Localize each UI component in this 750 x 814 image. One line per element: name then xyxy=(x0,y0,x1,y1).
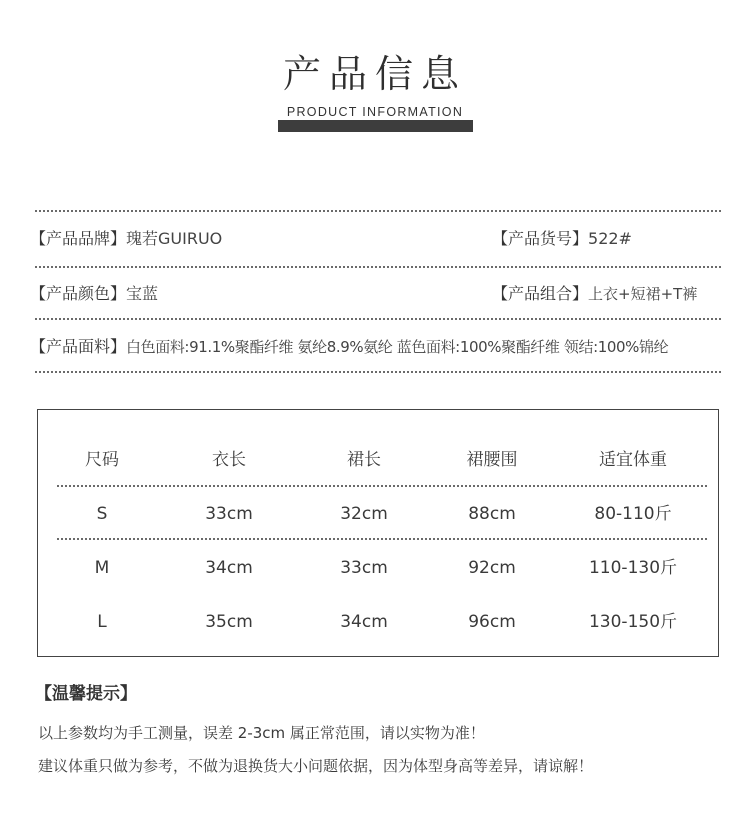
info-row-brand xyxy=(30,227,730,251)
color-field xyxy=(30,282,158,306)
combo-value: 上衣+短裙+T裤 xyxy=(588,285,698,303)
table-cell-top-length: 33cm xyxy=(205,504,253,524)
info-row-fabric xyxy=(30,335,730,359)
table-cell-skirt-length: 34cm xyxy=(340,612,388,632)
table-cell-skirt-length: 32cm xyxy=(340,504,388,524)
fabric-value: 白色面料:91.1%聚酯纤维 氨纶8.9%氨纶 蓝色面料:100%聚酯纤维 领结:100%锦纶 xyxy=(126,338,669,356)
item-no-value: 522# xyxy=(588,229,632,248)
table-header-size: 尺码 xyxy=(85,450,119,470)
fabric-field xyxy=(30,335,668,359)
combo-field xyxy=(492,282,697,306)
item-no-label: 【产品货号】 xyxy=(492,229,589,248)
size-table xyxy=(37,409,719,657)
title-underline-bar xyxy=(278,120,473,132)
tips-line: 建议体重只做为参考，不做为退换货大小问题依据，因为体型身高等差异，请谅解！ xyxy=(38,757,594,775)
table-cell-weight: 110-130斤 xyxy=(588,558,678,578)
table-divider xyxy=(57,485,707,487)
combo-label: 【产品组合】 xyxy=(492,284,589,303)
table-cell-size: M xyxy=(94,558,110,578)
table-header-waist: 裙腰围 xyxy=(466,450,518,470)
info-row-color xyxy=(30,282,730,306)
color-label: 【产品颜色】 xyxy=(30,284,127,303)
page-title: 产品信息 xyxy=(282,52,467,96)
table-cell-top-length: 34cm xyxy=(205,558,253,578)
table-cell-size: S xyxy=(96,504,108,524)
table-cell-waist: 88cm xyxy=(468,504,516,524)
table-cell-top-length: 35cm xyxy=(205,612,253,632)
tips-line: 以上参数均为手工测量，误差 2-3cm 属正常范围，请以实物为准！ xyxy=(38,724,485,742)
table-cell-size: L xyxy=(97,612,107,632)
table-header-top-length: 衣长 xyxy=(212,450,246,470)
table-divider xyxy=(57,538,707,540)
brand-label: 【产品品牌】 xyxy=(30,229,127,248)
table-header-weight: 适宜体重 xyxy=(599,450,667,470)
page-subtitle: PRODUCT INFORMATION xyxy=(286,105,464,119)
brand-field xyxy=(30,227,222,251)
table-cell-skirt-length: 33cm xyxy=(340,558,388,578)
table-cell-weight: 130-150斤 xyxy=(588,612,678,632)
table-header-skirt-length: 裙长 xyxy=(347,450,381,470)
dotted-divider xyxy=(35,210,721,212)
fabric-label: 【产品面料】 xyxy=(30,337,127,356)
tips-title: 【温馨提示】 xyxy=(35,684,137,704)
dotted-divider xyxy=(35,266,721,268)
table-cell-weight: 80-110斤 xyxy=(594,504,672,524)
color-value: 宝蓝 xyxy=(126,284,159,303)
brand-value: 瑰若GUIRUO xyxy=(126,229,223,248)
item-no-field xyxy=(492,227,632,251)
table-cell-waist: 96cm xyxy=(468,612,516,632)
dotted-divider xyxy=(35,371,721,373)
dotted-divider xyxy=(35,318,721,320)
table-cell-waist: 92cm xyxy=(468,558,516,578)
